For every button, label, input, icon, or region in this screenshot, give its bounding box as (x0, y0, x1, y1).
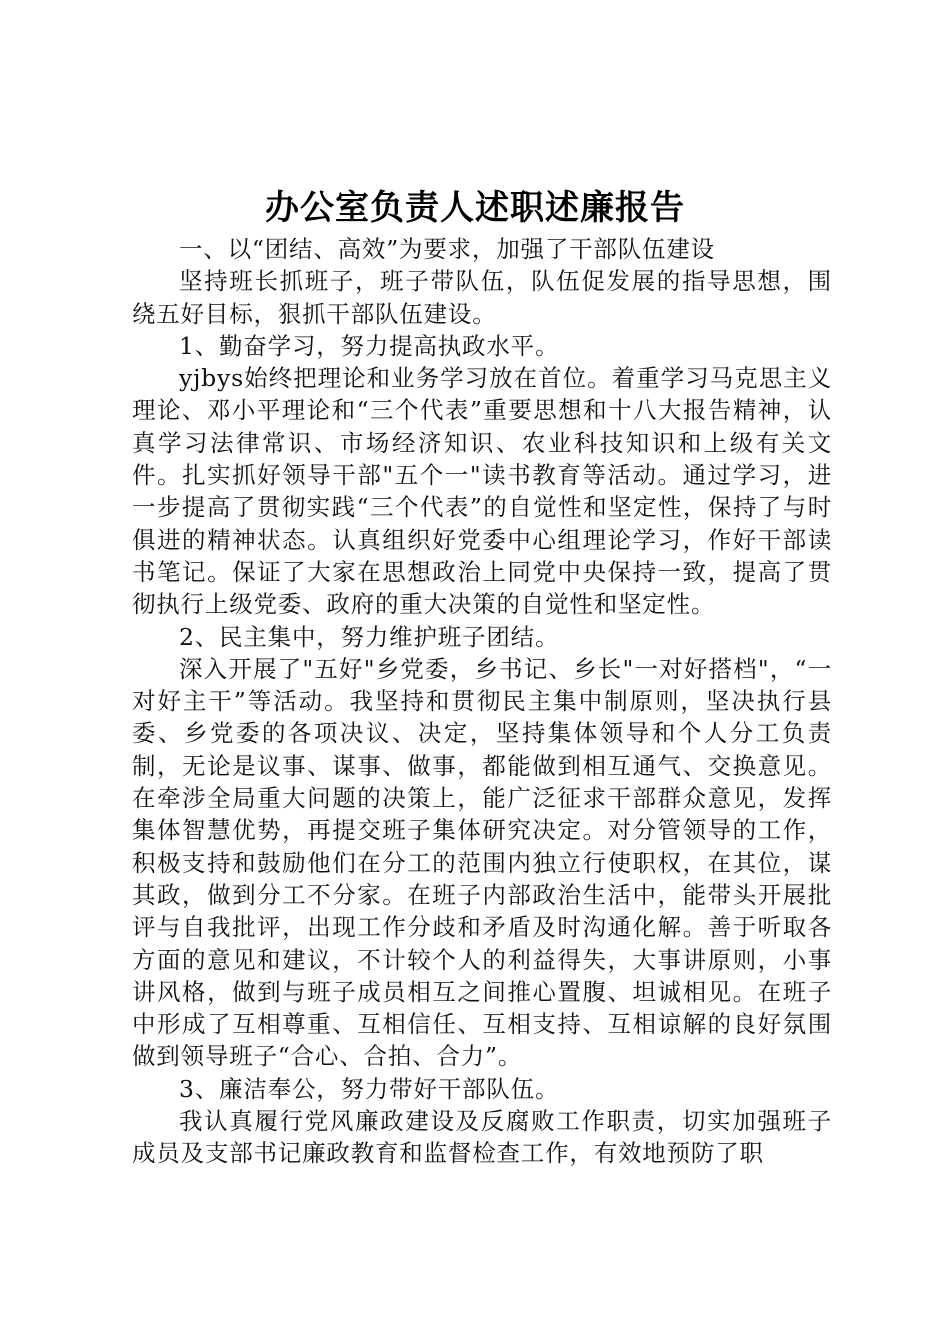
subsection-heading-3: 3、廉洁奉公，努力带好干部队伍。 (179, 1074, 560, 1103)
paragraph: 深入开展了"五好"乡党委，乡书记、乡长"一对好搭档"，“一对好主干”等活动。我坚持和贯彻民主集中制原则，坚决执行县委、乡党委的各项决议、决定，坚持集体领导和个人分工负责制，无论是议事、谋事、做事，都能做到相互通气、交换意见。在牵涉全局重大问题的决策上，能广泛征求干部群众意见，发挥集体智慧优势，再提交班子集体研究决定。对分管领导的工作，积极支持和鼓励他们在分工的范围内独立行使职权，在其位，谋其政，做到分工不分家。在班子内部政治生活中，能带头开展批评与自我批评，出现工作分歧和矛盾及时沟通化解。善于听取各方面的意见和建议，不计较个人的利益得失，大事讲原则，小事讲风格，做到与班子成员相互之间推心置腹、坦诚相见。在班子中形成了互相尊重、互相信任、互相支持、互相谅解的良好氛围做到领导班子“合心、合拍、合力”。 (132, 654, 832, 1071)
section-heading-1: 一、以“团结、高效”为要求，加强了干部队伍建设 (179, 235, 715, 263)
subsection-heading-1: 1、勤奋学习，努力提高执政水平。 (179, 331, 560, 360)
subsection-heading-2: 2、民主集中，努力维护班子团结。 (179, 622, 560, 651)
document-body (132, 233, 832, 1170)
document-title: 办公室负责人述职述廉报告 (265, 188, 685, 228)
paragraph: yjbys始终把理论和业务学习放在首位。着重学习马克思主义理论、邓小平理论和“三个代表”重要思想和十八大报告精神，认真学习法律常识、市场经济知识、农业科技知识和上级有关文件。扎实抓好领导干部"五个一"读书教育等活动。通过学习，进一步提高了贯彻实践“三个代表”的自觉性和坚定性，保持了与时俱进的精神状态。认真组织好党委中心组理论学习，作好干部读书笔记。保证了大家在思想政治上同党中央保持一致，提高了贯彻执行上级党委、政府的重大决策的自觉性和坚定性。 (132, 364, 832, 619)
paragraph: 坚持班长抓班子，班子带队伍，队伍促发展的指导思想，围绕五好目标，狠抓干部队伍建设。 (132, 267, 832, 328)
paragraph: 我认真履行党风廉政建设及反腐败工作职责，切实加强班子成员及支部书记廉政教育和监督检查工作，有效地预防了职 (132, 1107, 832, 1168)
